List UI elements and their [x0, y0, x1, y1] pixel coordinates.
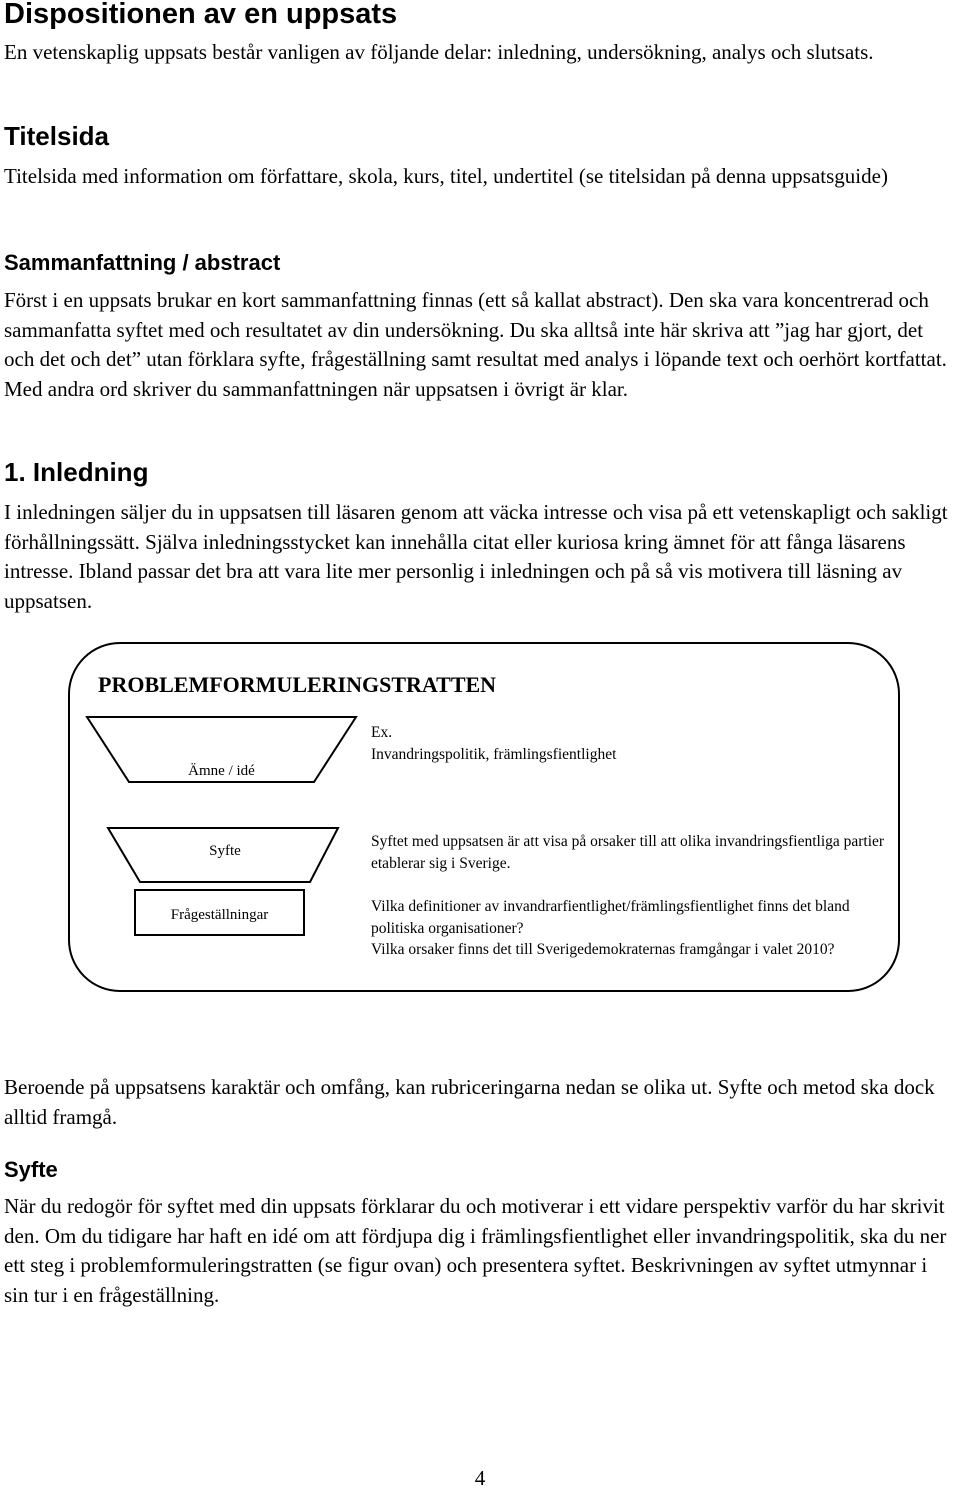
funnel-label-purpose: Syfte [209, 843, 241, 859]
funnel-title: PROBLEMFORMULERINGSTRATTEN [98, 672, 497, 697]
funnel-example-topic: Invandringspolitik, främlingsfientlighet [371, 746, 617, 763]
sammanfattning-paragraph: Först i en uppsats brukar en kort sammanfattning finnas (ett så kallat abstract). Den ska vara koncentrerad och sammanfatta syftet med och resultatet av din undersökning. Du ska alltså inte här skriva att ”jag har gjort, det och det och det” utan förklara syfte, frågeställning samt resultat med analys i löpande text och oerhört kortfattat. Med andra ord skriver du sammanfattningen när uppsatsen i övrigt är klar. [4, 288, 947, 401]
funnel-question-1: Vilka definitioner av invandrarfientlighet/främlingsfientlighet finns det bland politiska organisationer? [371, 898, 850, 937]
heading-sammanfattning: Sammanfattning / abstract [4, 250, 281, 275]
heading-titelsida: Titelsida [4, 121, 110, 151]
funnel-label-topic: Ämne / idé [188, 763, 255, 779]
funnel-purpose-text: Syftet med uppsatsen är att visa på orsaker till att olika invandringsfientliga partier etablerar sig i Sverige. [371, 833, 885, 872]
heading-inledning: 1. Inledning [4, 457, 149, 487]
heading-syfte: Syfte [4, 1157, 58, 1182]
page-number: 4 [474, 1466, 486, 1490]
funnel-example-label: Ex. [371, 724, 393, 741]
intro-paragraph: En vetenskaplig uppsats består vanligen av följande delar: inledning, undersökning, analys och slutsats. [4, 40, 874, 64]
problem-funnel-diagram [68, 642, 900, 992]
titelsida-paragraph: Titelsida med information om författare, skola, kurs, titel, undertitel (se titelsidan på denna uppsatsguide) [4, 164, 888, 188]
syfte-paragraph: När du redogör för syftet med din uppsats förklarar du och motiverar i ett vidare perspektiv varför du har skrivit den. Om du tidigare har haft en idé om att fördjupa dig i främlingsfientlighet eller invandringspolitik, ska du ner ett steg i problemformuleringstratten (se figur ovan) och presentera syftet. Beskrivningen av syftet utmynnar i sin tur i en frågeställning. [4, 1194, 947, 1307]
funnel-question-2: Vilka orsaker finns det till Sverigedemokraternas framgångar i valet 2010? [371, 941, 835, 958]
funnel-label-questions: Frågeställningar [170, 907, 269, 923]
inledning-paragraph: I inledningen säljer du in uppsatsen till läsaren genom att väcka intresse och visa på ett vetenskapligt och sakligt förhållningssätt. Själva inledningsstycket kan innehålla citat eller kuriosa kring ämnet för att fånga läsarens intresse. Ibland passar det bra att vara lite mer personlig i inledningen och på så vis motivera till läsning av uppsatsen. [4, 500, 948, 613]
beroende-paragraph: Beroende på uppsatsens karaktär och omfång, kan rubriceringarna nedan se olika ut. Syfte och metod ska dock alltid framgå. [4, 1075, 935, 1129]
page-title: Dispositionen av en uppsats [4, 0, 398, 30]
